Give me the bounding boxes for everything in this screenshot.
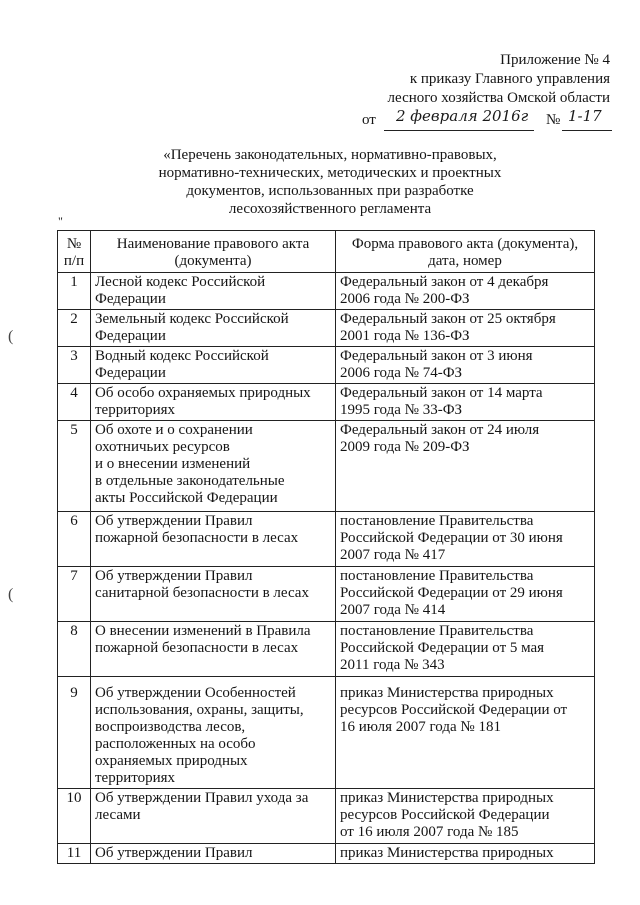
row-num: 1 bbox=[58, 273, 91, 310]
name-line: Водный кодекс Российской bbox=[95, 348, 269, 364]
row-form bbox=[336, 789, 595, 844]
name-line: Лесной кодекс Российской bbox=[95, 274, 266, 290]
row-num: 5 bbox=[58, 421, 91, 512]
agency-name: лесного хозяйства Омской области bbox=[387, 90, 610, 106]
table-row bbox=[58, 347, 595, 384]
row-form bbox=[336, 567, 595, 622]
row-name bbox=[91, 347, 336, 384]
name-line: Об особо охраняемых природных bbox=[95, 385, 311, 401]
name-line: Об утверждении Особенностей bbox=[95, 685, 296, 701]
name-line: пожарной безопасности в лесах bbox=[95, 530, 299, 546]
form-line: Федеральный закон от 25 октября bbox=[340, 311, 556, 327]
form-line: 2009 года № 209-ФЗ bbox=[340, 439, 470, 455]
order-date-number-line bbox=[362, 107, 612, 134]
form-line: 2006 года № 200-ФЗ bbox=[340, 291, 470, 307]
name-line: использования, охраны, защиты, bbox=[95, 702, 304, 718]
row-form bbox=[336, 677, 595, 789]
table-row bbox=[58, 310, 595, 347]
form-line: 16 июля 2007 года № 181 bbox=[340, 719, 501, 735]
name-line: Об утверждении Правил bbox=[95, 845, 253, 861]
handwritten-date: 2 февраля 2016г bbox=[396, 107, 529, 125]
row-name bbox=[91, 421, 336, 512]
row-form bbox=[336, 310, 595, 347]
row-num: 10 bbox=[58, 789, 91, 844]
row-num: 7 bbox=[58, 567, 91, 622]
form-line: постановление Правительства bbox=[340, 513, 534, 529]
name-line: Об утверждении Правил bbox=[95, 568, 253, 584]
name-line: Об утверждении Правил ухода за bbox=[95, 790, 309, 806]
form-line: приказ Министерства природных bbox=[340, 845, 554, 861]
header-name-line: (документа) bbox=[174, 253, 252, 269]
header-name bbox=[91, 231, 336, 273]
table-row bbox=[58, 844, 595, 864]
name-line: и о внесении изменений bbox=[95, 456, 251, 472]
row-name bbox=[91, 567, 336, 622]
name-line: О внесении изменений в Правила bbox=[95, 623, 311, 639]
row-num: 2 bbox=[58, 310, 91, 347]
name-line: охраняемых природных bbox=[95, 753, 248, 769]
row-num: 9 bbox=[58, 677, 91, 789]
table-row bbox=[58, 421, 595, 512]
margin-mark: ( bbox=[8, 586, 14, 603]
row-name bbox=[91, 677, 336, 789]
row-num: 6 bbox=[58, 512, 91, 567]
form-line: 1995 года № 33-ФЗ bbox=[340, 402, 463, 418]
name-line: расположенных на особо bbox=[95, 736, 256, 752]
title-line: документов, использованных при разработке bbox=[186, 183, 474, 199]
name-line: лесами bbox=[95, 807, 141, 823]
form-line: Федеральный закон от 14 марта bbox=[340, 385, 543, 401]
margin-mark: ( bbox=[8, 328, 14, 345]
name-line: охотничьих ресурсов bbox=[95, 439, 230, 455]
name-line: Федерации bbox=[95, 365, 166, 381]
form-line: ресурсов Российской Федерации bbox=[340, 807, 550, 823]
row-num: 11 bbox=[58, 844, 91, 864]
appendix-header bbox=[330, 51, 610, 108]
row-form bbox=[336, 512, 595, 567]
name-line: территориях bbox=[95, 770, 176, 786]
title-line: лесохозяйственного регламента bbox=[228, 201, 432, 217]
form-line: постановление Правительства bbox=[340, 568, 534, 584]
title-line: «Перечень законодательных, нормативно-правовых, bbox=[163, 147, 497, 163]
table-row bbox=[58, 567, 595, 622]
row-name bbox=[91, 844, 336, 864]
row-form bbox=[336, 384, 595, 421]
document-title bbox=[100, 146, 560, 218]
form-line: 2006 года № 74-ФЗ bbox=[340, 365, 463, 381]
row-form bbox=[336, 273, 595, 310]
appendix-number: Приложение № 4 bbox=[500, 52, 610, 68]
header-form-line: Форма правового акта (документа), bbox=[351, 236, 579, 252]
header-form-line: дата, номер bbox=[428, 253, 502, 269]
form-line: ресурсов Российской Федерации от bbox=[340, 702, 568, 718]
row-num: 4 bbox=[58, 384, 91, 421]
name-line: воспроизводства лесов, bbox=[95, 719, 246, 735]
order-reference: к приказу Главного управления bbox=[409, 71, 610, 87]
name-line: Федерации bbox=[95, 328, 166, 344]
header-num-line: п/п bbox=[63, 253, 85, 269]
name-line: Об охоте и о сохранении bbox=[95, 422, 253, 438]
row-form bbox=[336, 844, 595, 864]
name-line: Земельный кодекс Российской bbox=[95, 311, 289, 327]
table-row bbox=[58, 789, 595, 844]
row-name bbox=[91, 512, 336, 567]
row-form bbox=[336, 622, 595, 677]
form-line: 2011 года № 343 bbox=[340, 657, 445, 673]
form-line: приказ Министерства природных bbox=[340, 685, 554, 701]
name-line: санитарной безопасности в лесах bbox=[95, 585, 309, 601]
number-label: № bbox=[546, 112, 561, 128]
form-line: Российской Федерации от 5 мая bbox=[340, 640, 545, 656]
row-name bbox=[91, 273, 336, 310]
table-header-row bbox=[58, 231, 595, 273]
date-underline bbox=[384, 130, 534, 131]
form-line: 2007 года № 414 bbox=[340, 602, 446, 618]
documents-table bbox=[57, 230, 595, 864]
form-line: Российской Федерации от 29 июня bbox=[340, 585, 563, 601]
form-line: Федеральный закон от 3 июня bbox=[340, 348, 533, 364]
name-line: территориях bbox=[95, 402, 176, 418]
header-name-line: Наименование правового акта bbox=[116, 236, 310, 252]
name-line: пожарной безопасности в лесах bbox=[95, 640, 299, 656]
name-line: Об утверждении Правил bbox=[95, 513, 253, 529]
form-line: постановление Правительства bbox=[340, 623, 534, 639]
header-form bbox=[336, 231, 595, 273]
row-form bbox=[336, 347, 595, 384]
row-num: 3 bbox=[58, 347, 91, 384]
form-line: от 16 июля 2007 года № 185 bbox=[340, 824, 519, 840]
quote-mark: " bbox=[58, 214, 63, 228]
form-line: 2001 года № 136-ФЗ bbox=[340, 328, 470, 344]
table-row bbox=[58, 384, 595, 421]
header-num-line: № bbox=[66, 236, 82, 252]
number-underline bbox=[562, 130, 612, 131]
form-line: Российской Федерации от 30 июня bbox=[340, 530, 563, 546]
row-name bbox=[91, 384, 336, 421]
name-line: в отдельные законодательные bbox=[95, 473, 285, 489]
table-row bbox=[58, 512, 595, 567]
name-line: акты Российской Федерации bbox=[95, 490, 278, 506]
row-form bbox=[336, 421, 595, 512]
header-num bbox=[58, 231, 91, 273]
table-row bbox=[58, 273, 595, 310]
from-label: от bbox=[362, 112, 376, 128]
handwritten-number: 1-17 bbox=[568, 107, 602, 125]
row-num: 8 bbox=[58, 622, 91, 677]
table-row bbox=[58, 622, 595, 677]
name-line: Федерации bbox=[95, 291, 166, 307]
form-line: Федеральный закон от 24 июля bbox=[340, 422, 540, 438]
row-name bbox=[91, 310, 336, 347]
form-line: приказ Министерства природных bbox=[340, 790, 554, 806]
form-line: Федеральный закон от 4 декабря bbox=[340, 274, 549, 290]
row-name bbox=[91, 622, 336, 677]
row-name bbox=[91, 789, 336, 844]
table-row bbox=[58, 677, 595, 789]
title-line: нормативно-технических, методических и проектных bbox=[158, 165, 502, 181]
form-line: 2007 года № 417 bbox=[340, 547, 446, 563]
